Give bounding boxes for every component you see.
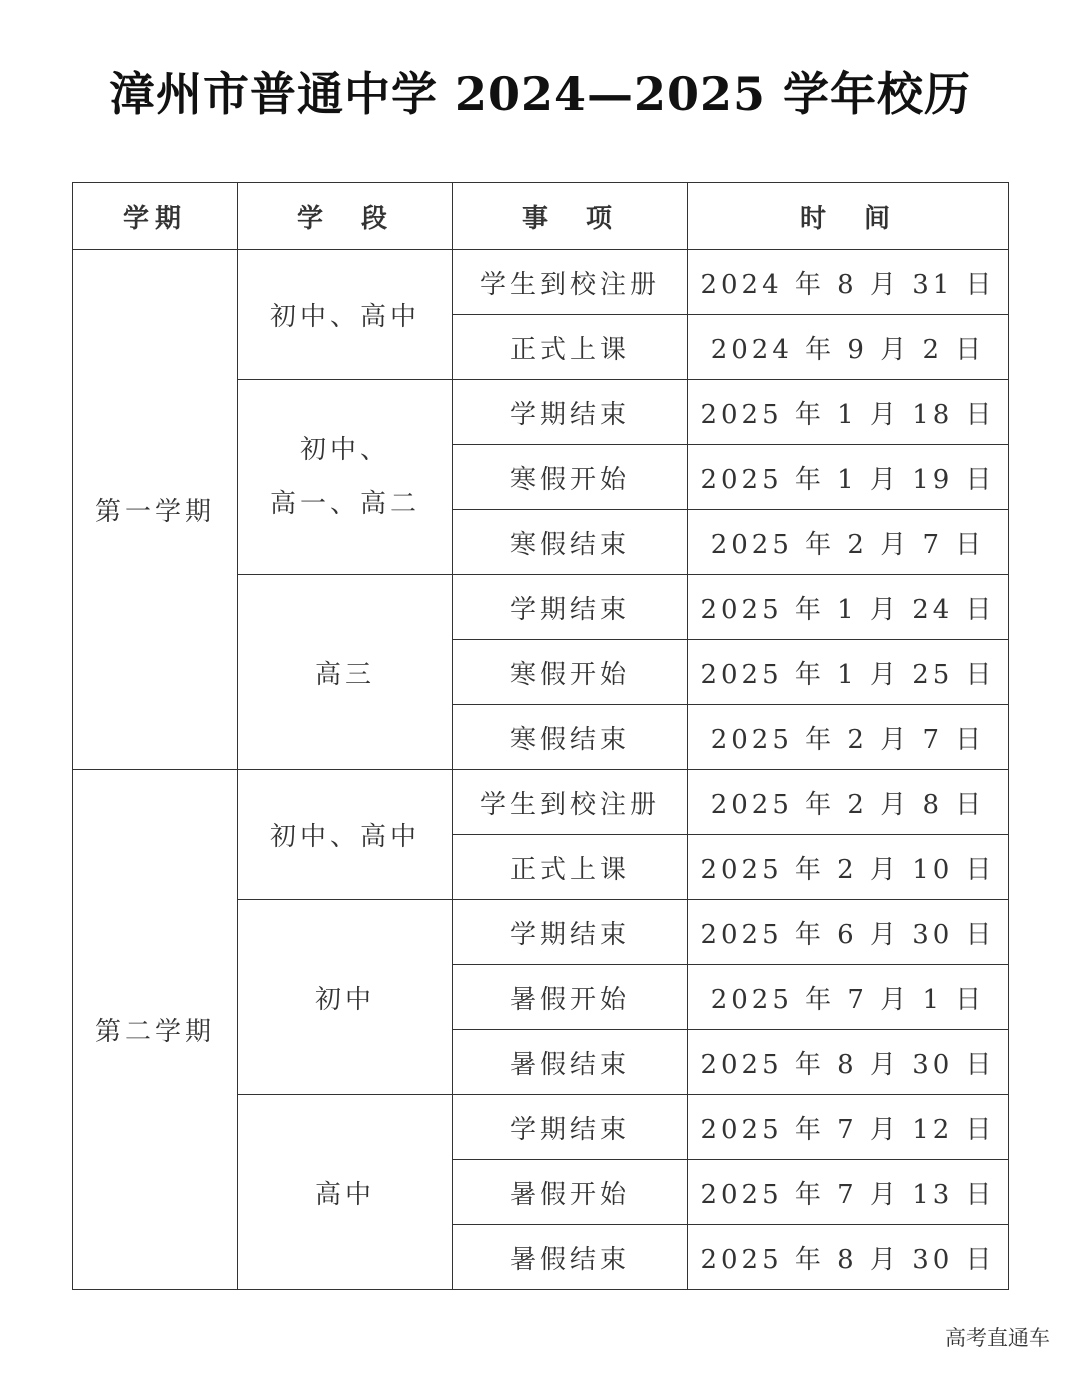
event-cell: 暑假开始 [453, 965, 688, 1030]
time-cell: 2025 年 1 月 19 日 [688, 445, 1009, 510]
time-cell: 2025 年 1 月 24 日 [688, 575, 1009, 640]
stage-cell [238, 380, 453, 575]
time-cell: 2024 年 8 月 31 日 [688, 250, 1009, 315]
stage-cell: 高中 [238, 1095, 453, 1290]
event-cell: 学期结束 [453, 575, 688, 640]
table-header-row [73, 183, 1009, 250]
page-title: 漳州市普通中学 2024—2025 学年校历 [108, 67, 972, 121]
header-stage: 学 段 [238, 183, 453, 250]
time-cell: 2025 年 7 月 13 日 [688, 1160, 1009, 1225]
time-cell: 2025 年 2 月 7 日 [688, 705, 1009, 770]
event-cell: 学期结束 [453, 900, 688, 965]
event-cell: 暑假结束 [453, 1225, 688, 1290]
source-watermark: 高考直通车 [945, 1326, 1050, 1350]
stage-cell: 初中、高中 [238, 250, 453, 380]
stage-cell: 高三 [238, 575, 453, 770]
table-row [73, 250, 1009, 315]
event-cell: 正式上课 [453, 835, 688, 900]
time-cell: 2025 年 1 月 25 日 [688, 640, 1009, 705]
event-cell: 学期结束 [453, 1095, 688, 1160]
event-cell: 寒假结束 [453, 705, 688, 770]
event-cell: 寒假开始 [453, 445, 688, 510]
header-time: 时 间 [688, 183, 1009, 250]
time-cell: 2025 年 2 月 7 日 [688, 510, 1009, 575]
event-cell: 寒假开始 [453, 640, 688, 705]
school-calendar-table [72, 182, 1009, 1290]
time-cell: 2025 年 8 月 30 日 [688, 1225, 1009, 1290]
stage-cell: 初中 [238, 900, 453, 1095]
event-cell: 正式上课 [453, 315, 688, 380]
header-term: 学期 [73, 183, 238, 250]
event-cell: 暑假结束 [453, 1030, 688, 1095]
time-cell: 2025 年 6 月 30 日 [688, 900, 1009, 965]
time-cell: 2025 年 7 月 1 日 [688, 965, 1009, 1030]
time-cell: 2024 年 9 月 2 日 [688, 315, 1009, 380]
stage-line: 初中、 [299, 435, 390, 465]
time-cell: 2025 年 8 月 30 日 [688, 1030, 1009, 1095]
time-cell: 2025 年 7 月 12 日 [688, 1095, 1009, 1160]
event-cell: 学生到校注册 [453, 770, 688, 835]
stage-cell: 初中、高中 [238, 770, 453, 900]
event-cell: 学生到校注册 [453, 250, 688, 315]
event-cell: 寒假结束 [453, 510, 688, 575]
time-cell: 2025 年 2 月 8 日 [688, 770, 1009, 835]
event-cell: 学期结束 [453, 380, 688, 445]
time-cell: 2025 年 1 月 18 日 [688, 380, 1009, 445]
header-event: 事 项 [453, 183, 688, 250]
event-cell: 暑假开始 [453, 1160, 688, 1225]
term-cell: 第一学期 [73, 250, 238, 770]
stage-line: 高一、高二 [269, 489, 420, 519]
term-cell: 第二学期 [73, 770, 238, 1290]
time-cell: 2025 年 2 月 10 日 [688, 835, 1009, 900]
table-row [73, 770, 1009, 835]
